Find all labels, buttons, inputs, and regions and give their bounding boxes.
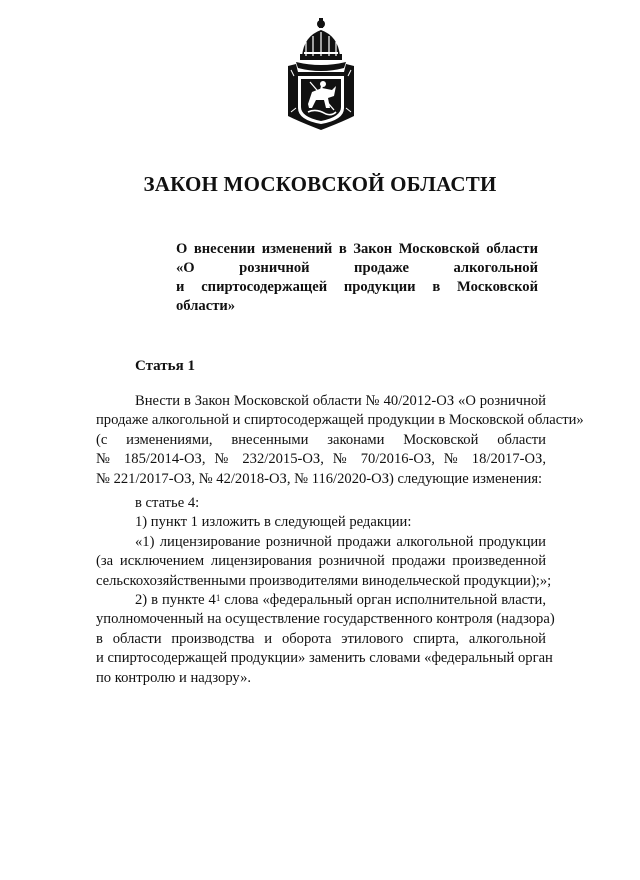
article-intro	[96, 392, 584, 489]
article-amendments	[96, 494, 555, 688]
amend-line: сельскохозяйственными производителями винодельческой продукции);»;	[96, 572, 552, 589]
subject-line: области»	[176, 298, 236, 314]
amend-line: (за исключением лицензирования розничной продажи произведенной	[96, 553, 546, 570]
intro-line: Внести в Закон Московской области № 40/2012-ОЗ «О розничной	[135, 393, 546, 409]
coat-of-arms-icon	[282, 16, 360, 132]
subject-line: О внесении изменений в Закон Московской области	[176, 241, 538, 257]
subject-line: «О розничной продаже алкогольной	[176, 260, 538, 276]
amend-line: и спиртосодержащей продукции» заменить словами «федеральный орган	[96, 650, 553, 667]
law-subject	[176, 240, 538, 316]
intro-line: продаже алкогольной и спиртосодержащей продукции в Московской области»	[96, 412, 584, 429]
amend-text: слова «федеральный орган исполнительной власти,	[220, 592, 546, 609]
amend-line: 1) пункт 1 изложить в следующей редакции:	[135, 514, 412, 531]
article-heading: Статья 1	[135, 358, 195, 374]
amend-line: в статье 4:	[135, 495, 200, 511]
intro-line: № 221/2017-ОЗ, № 42/2018-ОЗ, № 116/2020-ОЗ) следующие изменения:	[96, 470, 543, 487]
amend-line: в области производства и оборота этилового спирта, алкогольной	[96, 630, 546, 647]
amend-line-point-2	[96, 591, 546, 610]
amend-line: «1) лицензирование розничной продажи алкогольной продукции	[135, 533, 546, 550]
amend-text: 2) в пункте 4	[135, 592, 216, 609]
amend-line: по контролю и надзору».	[96, 669, 252, 686]
intro-line: (с изменениями, внесенными законами Московской области	[96, 431, 546, 448]
subject-line: и спиртосодержащей продукции в Московской	[176, 279, 538, 295]
amend-line: уполномоченный на осуществление государственного контроля (надзора)	[96, 611, 555, 628]
document-title: ЗАКОН МОСКОВСКОЙ ОБЛАСТИ	[143, 172, 497, 196]
superscript: 1	[215, 593, 221, 604]
intro-line: № 185/2014-ОЗ, № 232/2015-ОЗ, № 70/2016-ОЗ, № 18/2017-ОЗ,	[96, 451, 546, 468]
